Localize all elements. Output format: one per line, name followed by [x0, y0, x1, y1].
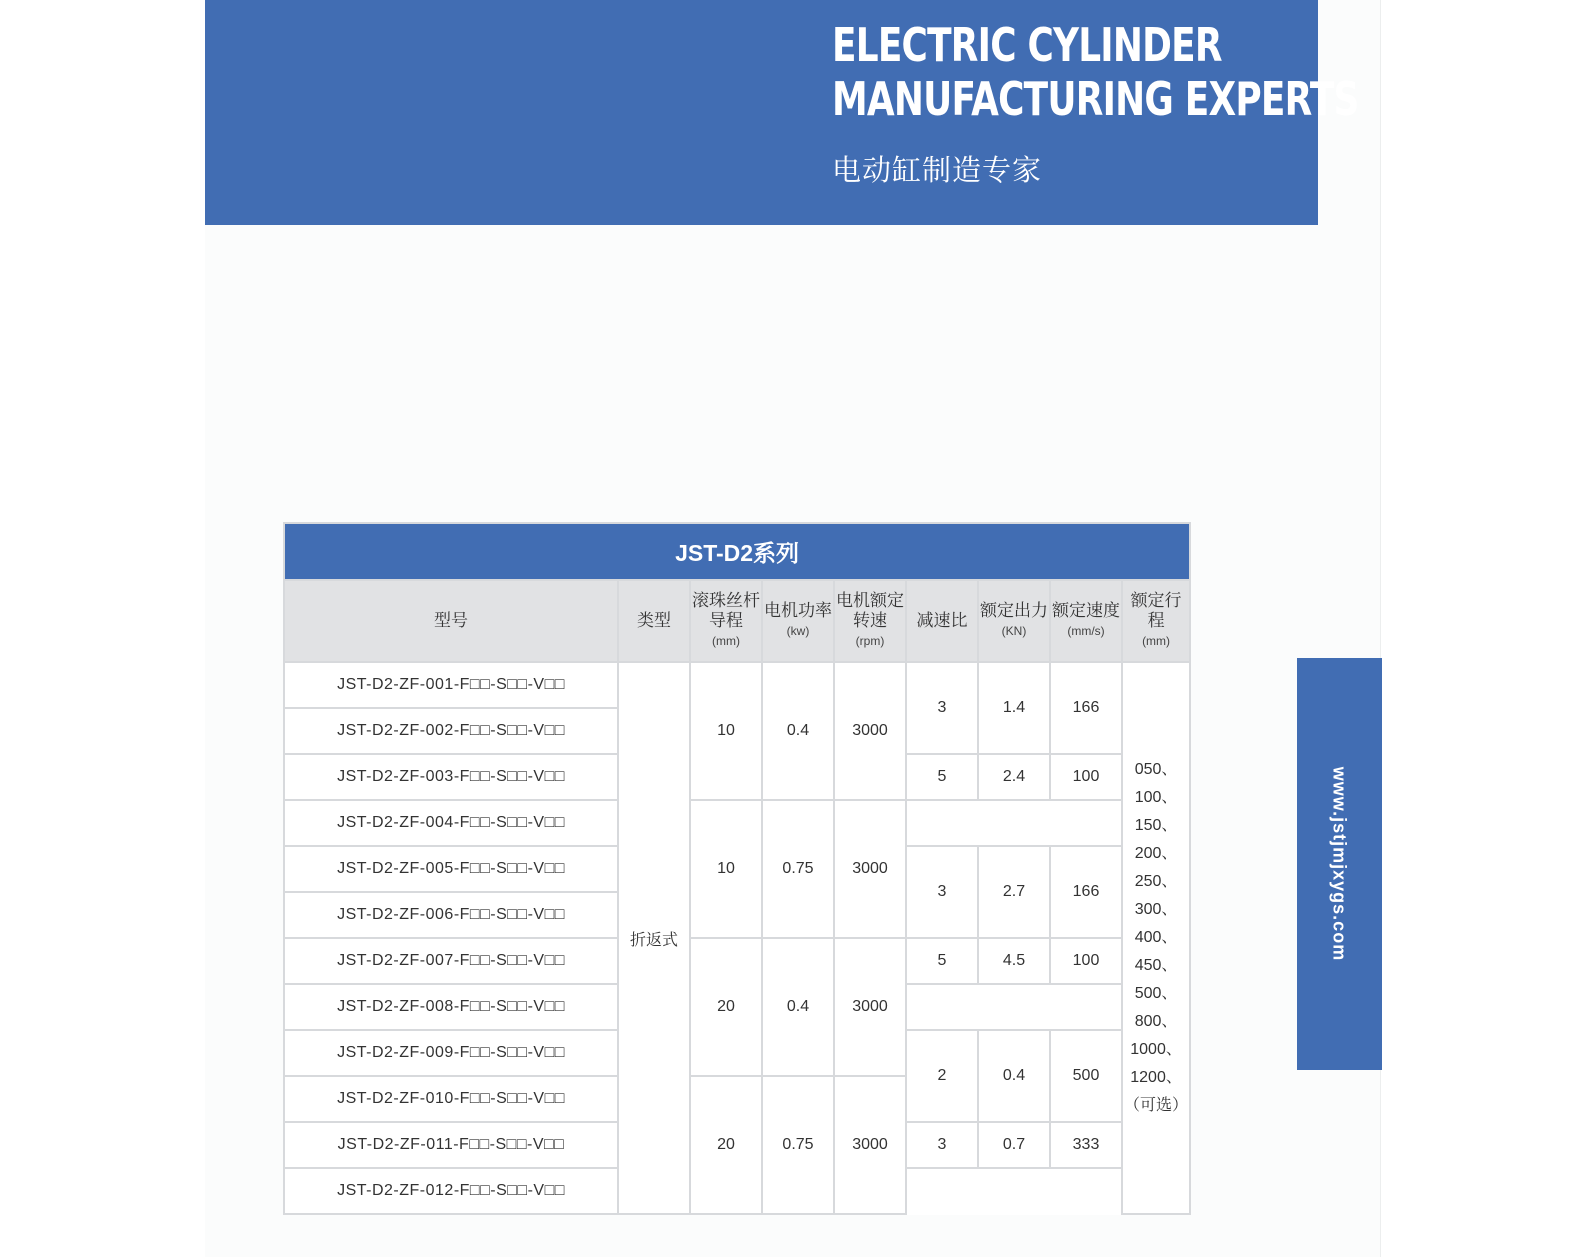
- force-cell: 4.5: [978, 938, 1050, 984]
- header-power-unit: (kw): [786, 624, 810, 638]
- model-cell: JST-D2-ZF-010-F□□-S□□-V□□: [284, 1076, 618, 1122]
- header-power-label: 电机功率: [764, 601, 832, 620]
- header-stroke-label: 额定行程: [1130, 591, 1182, 630]
- stroke-value: 100、: [1134, 789, 1178, 806]
- headline: [832, 18, 1359, 126]
- header-lead-unit: (mm): [712, 634, 740, 648]
- headline-line-1: ELECTRIC CYLINDER: [832, 18, 1222, 72]
- headline-line-2: MANUFACTURING EXPERTS: [832, 72, 1359, 126]
- header-stroke: [1122, 580, 1190, 662]
- ratio-cell: 2: [906, 1030, 978, 1122]
- type-cell: 折返式: [618, 662, 690, 1214]
- header-velocity: [1050, 580, 1122, 662]
- stroke-value: 1000、: [1130, 1041, 1182, 1058]
- speed-cell: 3000: [834, 800, 906, 938]
- header-force: [978, 580, 1050, 662]
- side-tab: [1297, 658, 1382, 1070]
- stroke-value: 800、: [1134, 1013, 1178, 1030]
- header-ratio: 减速比: [906, 580, 978, 662]
- force-cell: 1.4: [978, 662, 1050, 754]
- stroke-value: 250、: [1134, 873, 1178, 890]
- model-cell: JST-D2-ZF-006-F□□-S□□-V□□: [284, 892, 618, 938]
- lead-cell: 10: [690, 662, 762, 800]
- stroke-value: 200、: [1134, 845, 1178, 862]
- header-banner: [205, 0, 1359, 225]
- lead-cell: 20: [690, 1076, 762, 1214]
- model-cell: JST-D2-ZF-003-F□□-S□□-V□□: [284, 754, 618, 800]
- header-row: [284, 580, 1190, 662]
- stroke-value: 150、: [1134, 817, 1178, 834]
- header-lead: [690, 580, 762, 662]
- velocity-cell: 100: [1050, 754, 1122, 800]
- stroke-value: 400、: [1134, 929, 1178, 946]
- velocity-cell: 166: [1050, 662, 1122, 754]
- model-cell: JST-D2-ZF-002-F□□-S□□-V□□: [284, 708, 618, 754]
- model-cell: JST-D2-ZF-009-F□□-S□□-V□□: [284, 1030, 618, 1076]
- speed-cell: 3000: [834, 662, 906, 800]
- speed-cell: 3000: [834, 1076, 906, 1214]
- force-cell: 2.4: [978, 754, 1050, 800]
- table-title: JST-D2系列: [284, 523, 1190, 580]
- header-speed-unit: (rpm): [855, 634, 885, 648]
- stroke-value: （可选）: [1124, 1097, 1189, 1114]
- speed-cell: 3000: [834, 938, 906, 1076]
- stroke-value: 1200、: [1130, 1069, 1182, 1086]
- header-speed: [834, 580, 906, 662]
- stroke-value: 450、: [1134, 957, 1178, 974]
- table-row: [284, 800, 1190, 846]
- power-cell: 0.75: [762, 1076, 834, 1214]
- model-cell: JST-D2-ZF-012-F□□-S□□-V□□: [284, 1168, 618, 1214]
- header-speed-label: 电机额定转速: [836, 591, 904, 630]
- force-cell: 0.7: [978, 1122, 1050, 1168]
- header-lead-label: 滚珠丝杆导程: [692, 591, 760, 630]
- model-cell: JST-D2-ZF-008-F□□-S□□-V□□: [284, 984, 618, 1030]
- ratio-cell: 5: [906, 754, 978, 800]
- header-power: [762, 580, 834, 662]
- header-velocity-label: 额定速度: [1052, 601, 1120, 620]
- ratio-cell: 3: [906, 1122, 978, 1168]
- subtitle: 电动缸制造专家: [832, 155, 1043, 187]
- table-row: [284, 662, 1190, 708]
- ratio-cell: 5: [906, 938, 978, 984]
- lead-cell: 20: [690, 938, 762, 1076]
- header-force-unit: (KN): [1001, 624, 1027, 638]
- power-cell: 0.75: [762, 800, 834, 938]
- power-cell: 0.4: [762, 662, 834, 800]
- model-cell: JST-D2-ZF-011-F□□-S□□-V□□: [284, 1122, 618, 1168]
- stroke-cell: [1122, 662, 1190, 1214]
- force-cell: 0.4: [978, 1030, 1050, 1122]
- ratio-cell: 3: [906, 662, 978, 754]
- table-row: [284, 938, 1190, 984]
- website-url: www.jstjmjxygs.com: [1329, 766, 1350, 962]
- spec-table: [283, 522, 1191, 1215]
- force-cell: 2.7: [978, 846, 1050, 938]
- velocity-cell: 166: [1050, 846, 1122, 938]
- stroke-value: 050、: [1134, 761, 1178, 778]
- model-cell: JST-D2-ZF-005-F□□-S□□-V□□: [284, 846, 618, 892]
- lead-cell: 10: [690, 800, 762, 938]
- model-cell: JST-D2-ZF-001-F□□-S□□-V□□: [284, 662, 618, 708]
- model-cell: JST-D2-ZF-007-F□□-S□□-V□□: [284, 938, 618, 984]
- stroke-value: 300、: [1134, 901, 1178, 918]
- velocity-cell: 100: [1050, 938, 1122, 984]
- velocity-cell: 500: [1050, 1030, 1122, 1122]
- ratio-cell: 3: [906, 846, 978, 938]
- header-stroke-unit: (mm): [1142, 634, 1171, 648]
- stroke-value: 500、: [1134, 985, 1178, 1002]
- power-cell: 0.4: [762, 938, 834, 1076]
- header-type: 类型: [618, 580, 690, 662]
- header-model: 型号: [284, 580, 618, 662]
- velocity-cell: 333: [1050, 1122, 1122, 1168]
- header-velocity-unit: (mm/s): [1067, 624, 1105, 638]
- model-cell: JST-D2-ZF-004-F□□-S□□-V□□: [284, 800, 618, 846]
- header-force-label: 额定出力: [980, 601, 1048, 620]
